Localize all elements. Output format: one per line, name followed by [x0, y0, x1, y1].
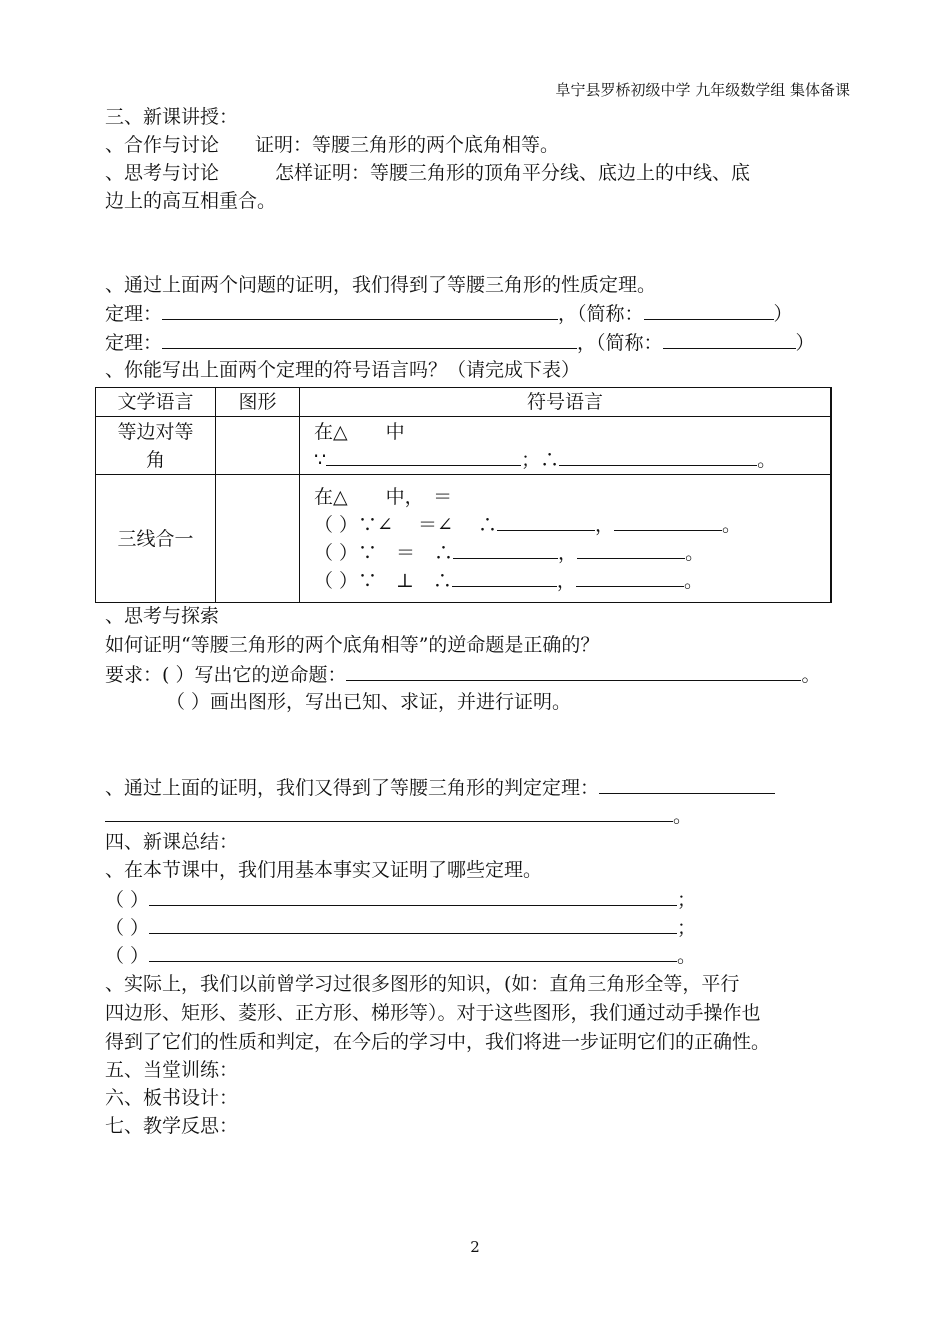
theorem-2-blank[interactable] — [162, 329, 577, 349]
converse-blank[interactable] — [346, 661, 801, 681]
row1-label: 等边对等 角 — [96, 417, 216, 475]
summary-answer-blank[interactable] — [149, 914, 677, 934]
item-content: 证明：等腰三角形的两个底角相等。 — [255, 134, 560, 156]
section-4-title: 四、新课总结： — [105, 831, 239, 853]
explore-req-2: （ ）画出图形，写出已知、求证，并进行证明。 — [166, 691, 572, 713]
explore-req-1: 要求：( ）写出它的逆命题： 。 — [105, 661, 820, 688]
table-header-row — [96, 388, 832, 417]
row1-given-blank[interactable] — [326, 446, 521, 466]
row2-blank[interactable] — [452, 567, 557, 587]
summary-answer-blank[interactable] — [149, 942, 677, 962]
summary-blank-3: （ ） 。 — [105, 942, 696, 969]
page-header: 阜宁县罗桥初级中学 九年级数学组 集体备课 — [555, 81, 850, 99]
summary-item-1: 、在本节课中，我们用基本事实又证明了哪些定理。 — [105, 859, 543, 881]
theorem-1-blank[interactable] — [162, 300, 558, 320]
item-cooperate-discuss — [105, 132, 559, 158]
row2-blank[interactable] — [576, 567, 684, 587]
page-number: 2 — [470, 1238, 480, 1256]
symbol-language-table — [95, 387, 832, 603]
summary-item-2-line-2: 四边形、矩形、菱形、正方形、梯形等）。对于这些图形，我们通过动手操作也 — [105, 1002, 761, 1024]
theorem-1-short-blank[interactable] — [644, 300, 774, 320]
theorem-1: 定理： ，（简称： ） — [105, 300, 793, 327]
row2-figure-cell[interactable] — [216, 475, 300, 603]
row1-conclusion-blank[interactable] — [559, 446, 757, 466]
section-6-title: 六、板书设计： — [105, 1087, 239, 1109]
row1-symbol-cell: 在△ 中 ∵ ；∴ 。 — [300, 417, 832, 475]
row2-blank[interactable] — [614, 511, 722, 531]
summary-blank-2: （ ） ； — [105, 914, 696, 941]
summary-item-2-line-1: 、实际上，我们以前曾学习过很多图形的知识，(如：直角三角形全等，平行 — [105, 973, 740, 995]
judge-theorem: 、通过上面的证明，我们又得到了等腰三角形的判定定理： — [105, 774, 775, 801]
section-7-title: 七、教学反思： — [105, 1115, 239, 1137]
judge-theorem-cont: 。 — [105, 802, 692, 829]
item-symbol-language: 、你能写出上面两个定理的符号语言吗？（请完成下表） — [105, 359, 581, 381]
section-5-title: 五、当堂训练： — [105, 1059, 239, 1081]
theorem-2-short-blank[interactable] — [663, 329, 796, 349]
row2-blank[interactable] — [453, 539, 558, 559]
explore-question: 如何证明“等腰三角形的两个底角相等”的逆命题是正确的？ — [105, 634, 600, 656]
row2-blank[interactable] — [577, 539, 685, 559]
summary-answer-blank[interactable] — [149, 886, 677, 906]
item-property-theorem: 、通过上面两个问题的证明，我们得到了等腰三角形的性质定理。 — [105, 274, 657, 296]
item-label: 、思考与讨论 — [105, 162, 220, 184]
explore-title: 、思考与探索 — [105, 605, 220, 627]
row2-blank[interactable] — [497, 511, 595, 531]
item-think-discuss-cont: 边上的高互相重合。 — [105, 190, 277, 212]
table-row — [96, 417, 832, 475]
header-figure: 图形 — [216, 388, 300, 417]
row1-figure-cell[interactable] — [216, 417, 300, 475]
judge-blank-cont[interactable] — [105, 802, 673, 822]
header-literal: 文学语言 — [96, 388, 216, 417]
item-think-discuss — [105, 160, 750, 186]
theorem-2: 定理： ，（简称： ） — [105, 329, 815, 356]
row2-symbol-cell: 在△ 中， ＝ （ ）∵∠ ＝∠ ∴ ， 。 （ ）∵ ＝ ∴ ， 。 （ ）∵ ⊥ ∴ ， 。 — [300, 475, 832, 603]
summary-blank-1: （ ） ； — [105, 886, 696, 913]
item-content: 怎样证明：等腰三角形的顶角平分线、底边上的中线、底 — [275, 162, 751, 184]
row2-label: 三线合一 — [96, 475, 216, 603]
header-symbol: 符号语言 — [300, 388, 832, 417]
item-label: 、合作与讨论 — [105, 134, 220, 156]
section-3-title: 三、新课讲授： — [105, 106, 239, 128]
table-row — [96, 475, 832, 603]
judge-blank[interactable] — [599, 774, 775, 794]
summary-item-2-line-3: 得到了它们的性质和判定，在今后的学习中，我们将进一步证明它们的正确性。 — [105, 1031, 771, 1053]
